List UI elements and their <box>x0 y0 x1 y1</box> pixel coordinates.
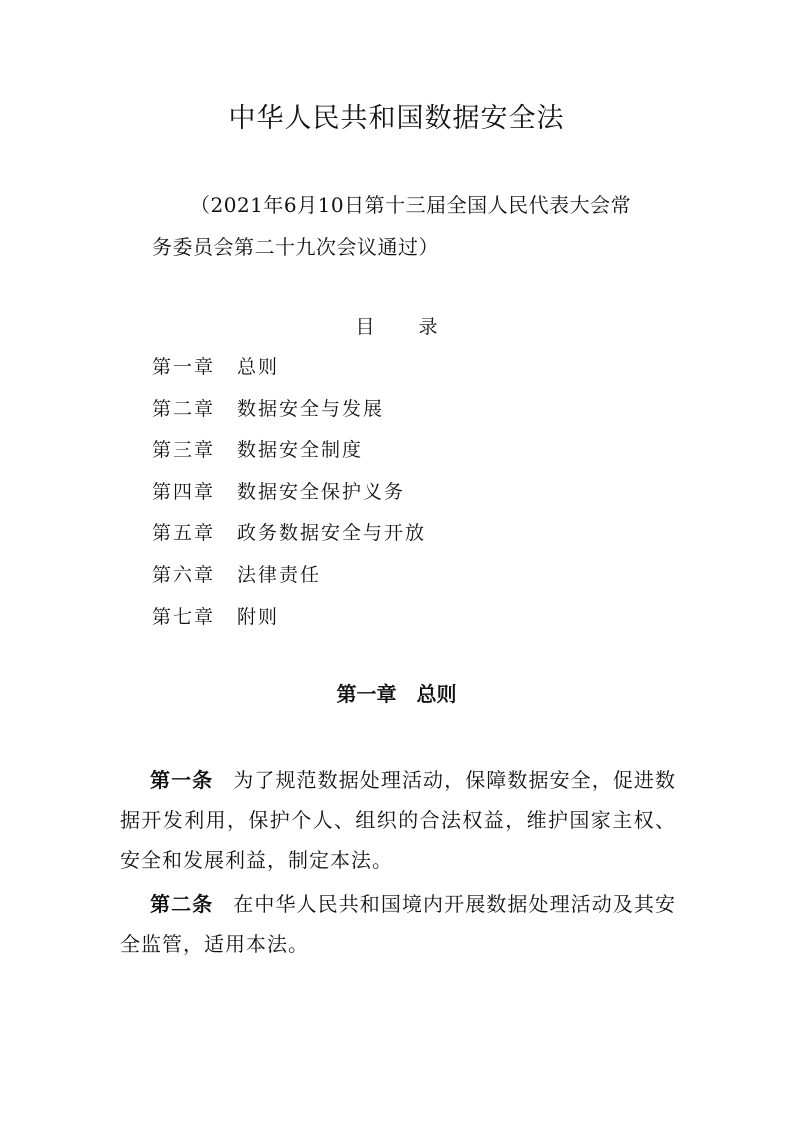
toc-item <box>152 347 426 389</box>
article-paragraph <box>120 760 676 880</box>
article-text: 为了规范数据处理活动，保障数据安全，促进数据开发利用，保护个人、组织的合法权益，维护国家主权、安全和发展利益，制定本法。 <box>120 768 677 872</box>
toc-item <box>152 597 426 639</box>
toc-chapter-number: 第七章 <box>152 605 216 628</box>
toc-item <box>152 430 426 472</box>
adoption-note-line-1: （2021年6月10日第十三届全国人民代表大会常 <box>190 193 632 217</box>
article-number: 第二条 <box>150 892 214 916</box>
chapter-heading <box>0 678 793 707</box>
article-paragraph <box>120 884 676 964</box>
article-text: 在中华人民共和国境内开展数据处理活动及其安全监管，适用本法。 <box>120 892 677 956</box>
article-number: 第一条 <box>150 768 214 792</box>
toc-chapter-title: 数据安全制度 <box>237 439 364 462</box>
document-title: 中华人民共和国数据安全法 <box>228 103 565 134</box>
toc-chapter-number: 第六章 <box>152 563 216 586</box>
adoption-note <box>152 184 652 268</box>
toc-item <box>152 513 426 555</box>
toc-item <box>152 389 426 431</box>
chapter-number: 第一章 <box>336 682 397 706</box>
toc-chapter-number: 第三章 <box>152 439 216 462</box>
adoption-note-line-2: 务委员会第二十九次会议通过） <box>152 235 439 259</box>
chapter-title: 总则 <box>416 682 457 706</box>
toc-chapter-number: 第二章 <box>152 397 216 420</box>
toc-item <box>152 472 426 514</box>
toc-item <box>152 555 426 597</box>
toc-chapter-number: 第四章 <box>152 480 216 503</box>
toc-chapter-title: 附则 <box>237 605 280 628</box>
toc-chapter-title: 数据安全保护义务 <box>237 480 406 503</box>
toc-chapter-number: 第五章 <box>152 522 216 545</box>
toc-chapter-number: 第一章 <box>152 356 216 378</box>
toc-heading: 目录 <box>355 316 482 338</box>
toc-chapter-title: 数据安全与发展 <box>237 397 385 420</box>
toc-chapter-title: 政务数据安全与开放 <box>237 522 427 545</box>
toc-chapter-title: 法律责任 <box>237 563 322 586</box>
toc-chapter-title: 总则 <box>237 356 280 378</box>
table-of-contents <box>152 347 426 638</box>
